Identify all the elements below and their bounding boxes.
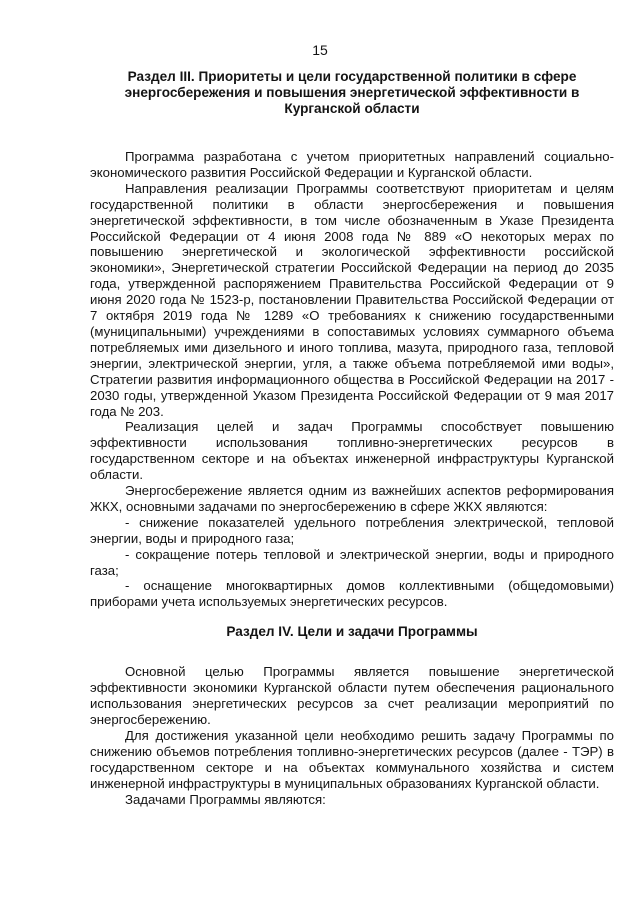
section-3-heading: Раздел III. Приоритеты и цели государственной политики в сфере энергосбережения и повышения энергетической эффективности в Курганской области xyxy=(124,69,580,116)
list-item: - снижение показателей удельного потребления электрической, тепловой энергии, воды и природного газа; xyxy=(90,514,614,546)
page-number: 15 xyxy=(312,42,328,58)
list-item: - сокращение потерь тепловой и электрической энергии, воды и природного газа; xyxy=(90,546,614,578)
paragraph: Для достижения указанной цели необходимо решить задачу Программы по снижению объемов потребления топливно-энергетических ресурсов (далее - ТЭР) в государственном секторе и на объектах коммунального хозяйства и систем инженерной инфраструктуры в муниципальных образованиях Курганской области. xyxy=(90,727,614,791)
section-4-heading: Раздел IV. Цели и задачи Программы xyxy=(226,624,478,640)
paragraph: Направления реализации Программы соответствуют приоритетам и целям государственной политики в области энергосбережения и повышения энергетической эффективности, в том числе обозначенным в Указе Президента Российской Федерации от 4 июня 2008 года № 889 «О некоторых мерах по повышению энергетической и экологической эффективности российской экономики», Энергетической стратегии Российской Федерации на период до 2035 года, утвержденной распоряжением Правительства Российской Федерации от 9 июня 2020 года № 1523-р, постановлении Правительства Российской Федерации от 7 октября 2019 года № 1289 «О требованиях к снижению государственными (муниципальными) учреждениями в сопоставимых условиях суммарного объема потребляемых ими дизельного и иного топлива, мазута, природного газа, тепловой энергии, электрической энергии, угля, а также объема потребляемой ими воды», Стратегии развития информационного общества в Российской Федерации на 2017 - 2030 годы, утвержденной Указом Президента Российской Федерации от 9 мая 2017 года № 203. xyxy=(90,180,614,419)
paragraph: Основной целью Программы является повышение энергетической эффективности экономики Курганской области путем обеспечения рационального использования энергетических ресурсов за счет реализации мероприятий по энергосбережению. xyxy=(90,664,614,727)
page-content xyxy=(90,69,614,807)
list-item: - оснащение многоквартирных домов коллективными (общедомовыми) приборами учета используемых энергетических ресурсов. xyxy=(90,578,614,610)
paragraph: Задачами Программы являются: xyxy=(125,791,326,807)
paragraph: Энергосбережение является одним из важнейших аспектов реформирования ЖКХ, основными задачами по энергосбережению в сфере ЖКХ являются: xyxy=(90,483,614,514)
paragraph: Реализация целей и задач Программы способствует повышению эффективности использования топливно-энергетических ресурсов в государственном секторе и на объектах инженерной инфраструктуры Курганской области. xyxy=(90,419,614,483)
paragraph: Программа разработана с учетом приоритетных направлений социально-экономического развития Российской Федерации и Курганской области. xyxy=(90,149,614,180)
